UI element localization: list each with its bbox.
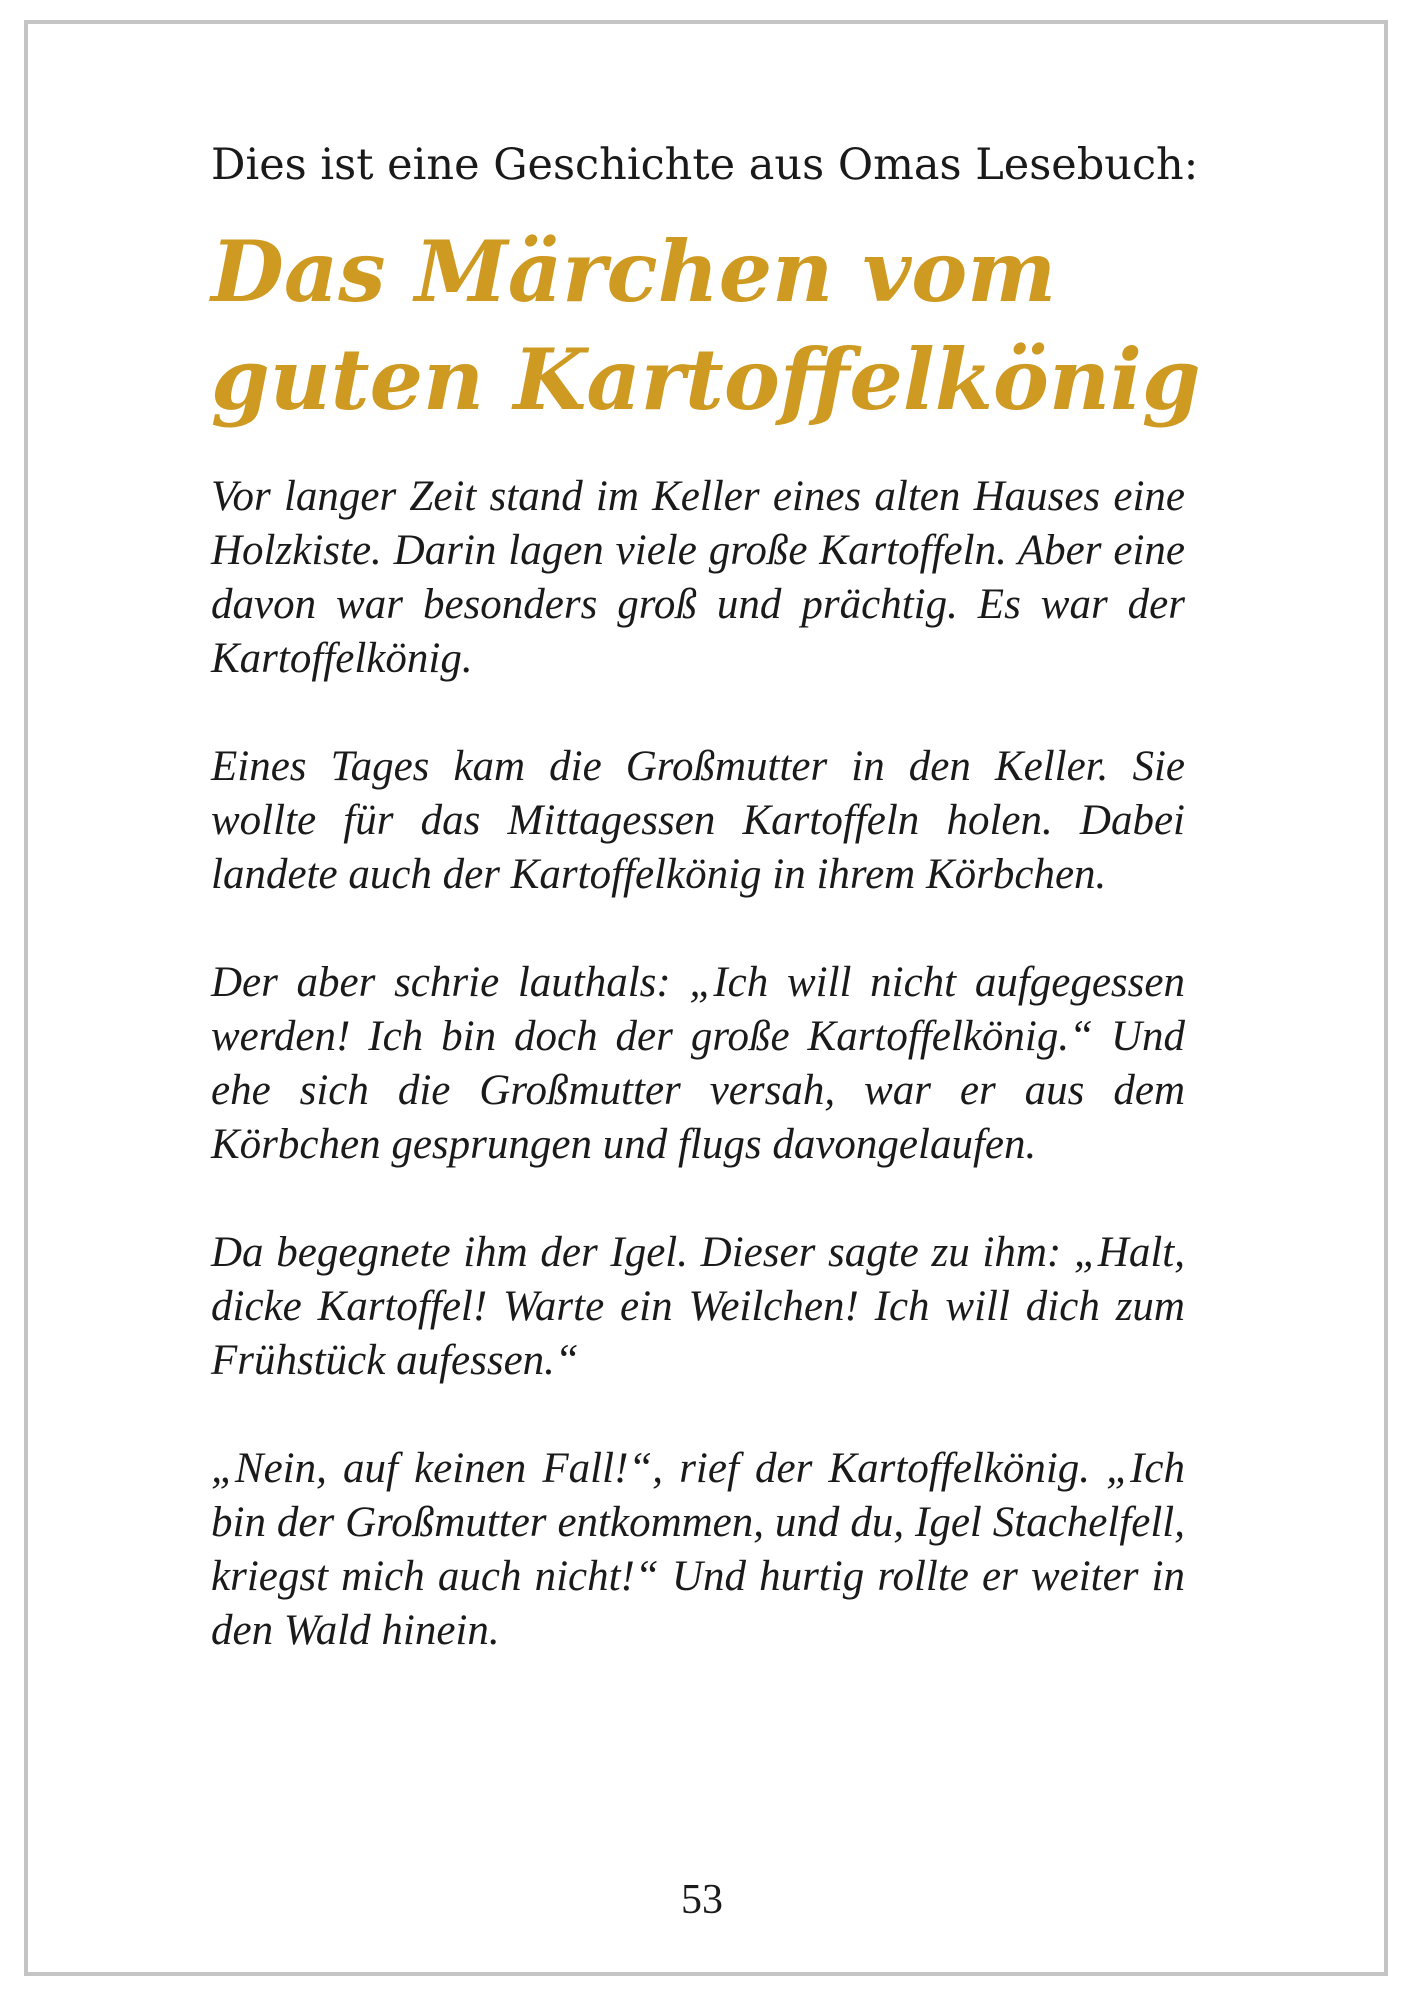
intro-line: Dies ist eine Geschichte aus Omas Lesebuch: <box>211 140 1199 190</box>
story-title <box>211 218 1231 434</box>
story-body <box>211 470 1185 1712</box>
story-title-line-2: guten Kartoffelkönig <box>211 330 1201 429</box>
paragraph-2: Eines Tages kam die Großmutter in den Keller. Sie wollte für das Mittagessen Kartoffeln holen. Dabei landete auch der Kartoffelkönig in ihrem Körbchen. <box>211 743 1185 898</box>
page-number: 53 <box>681 1877 723 1923</box>
paragraph-4: Da begegnete ihm der Igel. Dieser sagte zu ihm: „Halt, dicke Kartoffel! Warte ein Weilchen! Ich will dich zum Frühstück aufessen.“ <box>211 1229 1185 1384</box>
story-title-line-1: Das Märchen vom <box>211 222 1057 321</box>
paragraph-1: Vor langer Zeit stand im Keller eines alten Hauses eine Holzkiste. Darin lagen viele große Kartoffeln. Aber eine davon war besonders groß und prächtig. Es war der Kartoffelkönig. <box>211 473 1185 682</box>
paragraph-3: Der aber schrie lauthals: „Ich will nicht aufgegessen werden! Ich bin doch der große Kartoffelkönig.“ Und ehe sich die Großmutter versah, war er aus dem Körbchen gesprungen und flugs davongelaufen. <box>211 959 1185 1168</box>
paragraph-5: „Nein, auf keinen Fall!“, rief der Kartoffelkönig. „Ich bin der Großmutter entkommen, und du, Igel Stachelfell, kriegst mich auch nicht!“ Und hurtig rollte er weiter in den Wald hinein. <box>211 1445 1185 1654</box>
